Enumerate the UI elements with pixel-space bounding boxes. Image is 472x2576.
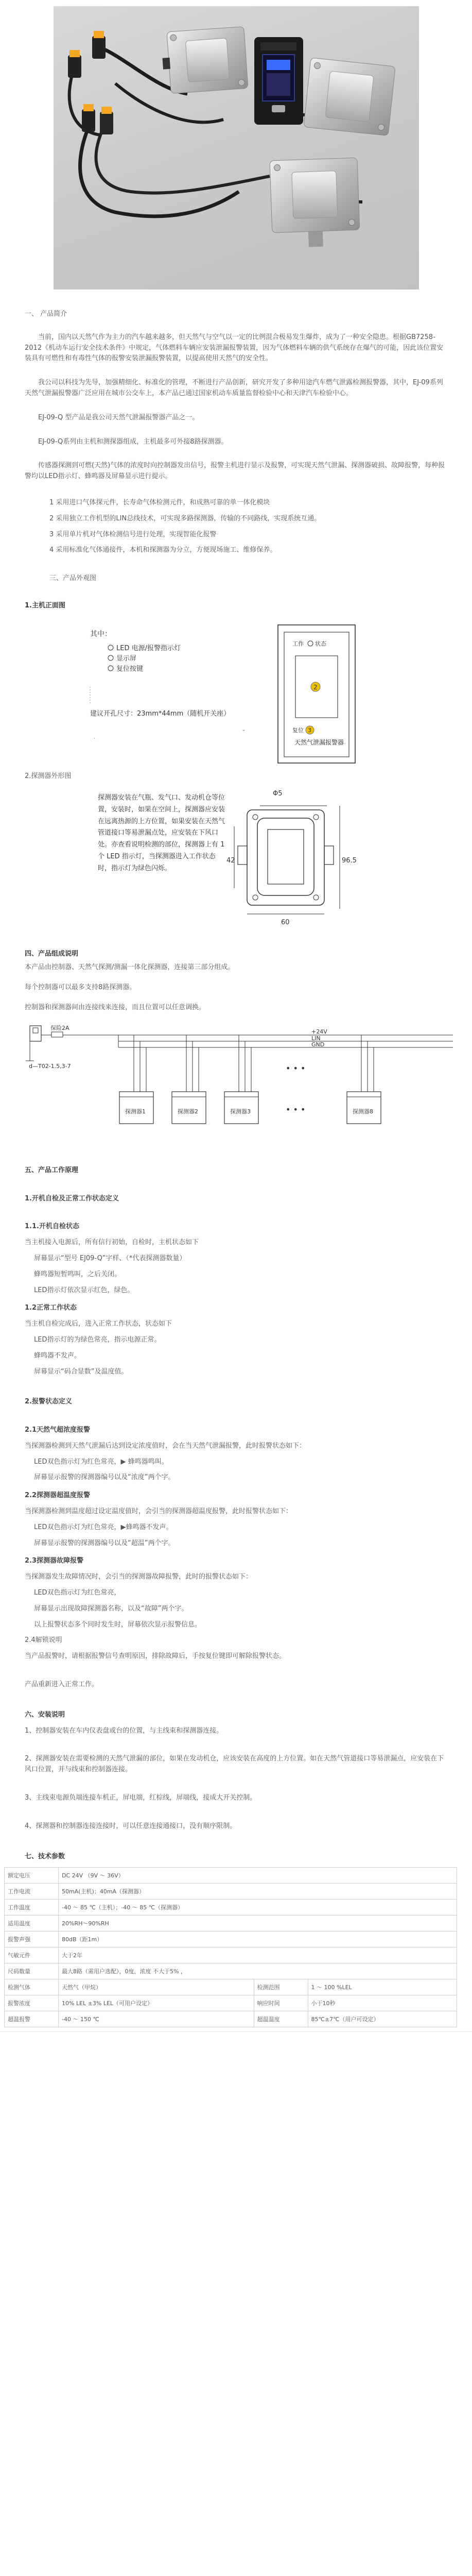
spec-row bbox=[5, 1963, 457, 1979]
detector-2-label: 探测器2 bbox=[178, 1108, 198, 1115]
spec-row bbox=[5, 2011, 457, 2027]
spec-row bbox=[5, 1868, 457, 1884]
spec-row bbox=[5, 1884, 457, 1900]
feature-3: 3 采用单片机对气体检测信号进行处理，实现智能化报警 bbox=[49, 530, 217, 538]
detector-1-label: 探测器1 bbox=[125, 1108, 146, 1115]
alarm-temp-2: LED双色指示灯为红色常亮，▶蜂鸣器不发声。 bbox=[34, 1523, 173, 1531]
spec-value: 最大8路（需用户选配），0度，浓度 不大于5% ， bbox=[59, 1963, 457, 1979]
section-composition bbox=[0, 935, 472, 1013]
alarm-fault-2: LED双色指示灯为红色常亮， bbox=[34, 1589, 121, 1597]
spec-key: 工作温度 bbox=[5, 1900, 59, 1916]
product-photo-illustration bbox=[54, 6, 419, 290]
feature-1: 1 采用进口气体探元件，长寿命气体检测元件，和成熟可靠的单一体化模块 bbox=[49, 498, 270, 506]
install-4: 4、探测器和控制器连接连接时，可以任意连接通接口，没有顺序限制。 bbox=[25, 1822, 237, 1830]
alarm-conc-3: 屏幕显示报警的探测器编号以及“浓度”两个字。 bbox=[34, 1473, 175, 1482]
wiring-diagram bbox=[0, 1014, 472, 1136]
controller-panel bbox=[278, 625, 355, 763]
intro-heading: 一、 产品简介 bbox=[25, 310, 67, 318]
spec-key: 气敏元件 bbox=[5, 1947, 59, 1963]
product-photo-wrap bbox=[0, 0, 472, 290]
ground-label: d—T02-1.5,3-7 bbox=[29, 1062, 71, 1070]
composition-paragraph-3: 控制器和探测器间由连接线来连接，而且位置可以任意调换。 bbox=[25, 1003, 206, 1011]
spec-row bbox=[5, 1900, 457, 1916]
product-photo bbox=[54, 6, 419, 290]
fuse-label: 保险2A bbox=[50, 1024, 69, 1031]
principle-m2: 2.报警状态定义 bbox=[25, 1398, 72, 1406]
legend-dot-1 bbox=[108, 645, 113, 650]
panel-status-label: 状态 bbox=[315, 640, 326, 647]
spec-key: 尺码数量 bbox=[5, 1963, 59, 1979]
legend-dot-2 bbox=[108, 655, 113, 660]
selfcheck-3: 蜂鸣器短暂鸣叫，之后关闭。 bbox=[34, 1270, 121, 1278]
principle-heading: 五、产品工作原理 bbox=[25, 1166, 79, 1174]
normal-3: 蜂鸣器不发声。 bbox=[34, 1351, 81, 1360]
appearance-heading: 三、产品外观图 bbox=[49, 574, 97, 583]
spec-key: 检测气体 bbox=[5, 1979, 59, 1995]
intro-paragraph-2: 我公司以科技为先导，加强精细化、标准化的管理，不断进行产品创新，研究开发了多种用途汽车燃气泄露检测报警器，其中，EJ-09系列天然气泄漏报警器广泛应用在城市公交车上，本产品已通过国家机动车质量监督检验中心和天津汽车检验中心。 bbox=[25, 379, 443, 397]
spec-key: 额定电压 bbox=[5, 1868, 59, 1884]
principle-m23: 2.3探测器故障报警 bbox=[25, 1557, 84, 1565]
svg-text:3: 3 bbox=[308, 726, 311, 734]
spec-key: 检测范围 bbox=[254, 1979, 308, 1995]
spec-row bbox=[5, 1979, 457, 1995]
principle-m12: 1.2正常工作状态 bbox=[25, 1304, 77, 1312]
spec-value: 85℃±7℃（用户可设定） bbox=[308, 2011, 457, 2027]
spec-value: 1 ～ 100 %LEL bbox=[308, 1979, 457, 1995]
feature-2: 2 采用独立工作机型的LIN总线技术，可实现多路探测器，传输的不同路线，实现系统互通。 bbox=[49, 514, 321, 522]
dim-hole: Φ5 bbox=[273, 789, 283, 798]
spec-key: 超温温度 bbox=[254, 2011, 308, 2027]
principle-m11: 1.1.开机自检状态 bbox=[25, 1223, 79, 1231]
spec-row bbox=[5, 1931, 457, 1947]
feature-4: 4 采用标准化气体通接件，本机和探测器为分立，方便现场施工、维修保养。 bbox=[49, 546, 277, 554]
dim-60: 60 bbox=[281, 918, 290, 926]
spec-value: -40 ～ 150 ℃ bbox=[59, 2011, 254, 2027]
panel-product-name: 天然气泄漏报警器 bbox=[294, 738, 344, 746]
normal-2: LED指示灯的为绿色常亮，指示电源正常。 bbox=[34, 1335, 161, 1344]
alarm-conc-2: LED双色指示灯为红色常亮，▶ 蜂鸣器鸣叫。 bbox=[34, 1458, 168, 1466]
selfcheck-4: LED指示灯依次显示红色，绿色。 bbox=[34, 1286, 134, 1294]
section-principle bbox=[0, 1136, 472, 1862]
dim-42: 42 bbox=[226, 856, 235, 865]
install-2: 2、探测器安装在需要检测的天然气泄漏的部位，如果在发动机仓，应该安装在高度的上方位置。如在天然气管道接口等易泄漏点，应安装在下风口位置，并与线束和控制器连接。 bbox=[25, 1755, 444, 1774]
alarm-temp-1: 当探测器检测到温度超过设定温度值时，会引当的探测器超温度报警，此时报警状态如下： bbox=[25, 1507, 293, 1516]
selfcheck-1: 当主机接入电源后，所有信行初始，自检时，主机状态如下 bbox=[25, 1239, 199, 1247]
spec-value: 20%RH～90%RH bbox=[59, 1916, 457, 1931]
section-detector-shape bbox=[0, 771, 472, 782]
spec-value: 小于10秒 bbox=[308, 1995, 457, 2011]
detector-outline bbox=[226, 790, 357, 926]
wire-gnd: GND bbox=[311, 1041, 325, 1048]
selfcheck-2: 屏幕显示“型号 EJ09-Q”字样、（*代表探测器数量） bbox=[34, 1254, 186, 1262]
alarm-conc-1: 当探测器检测到天然气泄漏后达到设定浓度值时，会在当天然气泄漏报警，此时报警状态如下： bbox=[25, 1442, 306, 1450]
main-unit-title: 1.主机正面图 bbox=[25, 601, 65, 609]
principle-m22: 2.2探测器超温度报警 bbox=[25, 1492, 91, 1500]
panel-reset-label: 复位 bbox=[292, 726, 304, 734]
spec-row bbox=[5, 1995, 457, 2011]
spec-row bbox=[5, 1947, 457, 1963]
install-heading: 六、安装说明 bbox=[25, 1710, 65, 1719]
legend-led: LED 电源/报警指示灯 bbox=[116, 644, 181, 652]
detector-8-label: 探测器8 bbox=[353, 1108, 373, 1115]
svg-text:˙: ˙ bbox=[93, 737, 96, 745]
spec-value: DC 24V （9V ～ 36V） bbox=[59, 1868, 457, 1884]
svg-text:• • •: • • • bbox=[286, 1104, 306, 1114]
spec-key: 适用温度 bbox=[5, 1916, 59, 1931]
alarm-temp-3: 屏幕显示报警的探测器编号以及“超温”两个字。 bbox=[34, 1539, 175, 1547]
spec-heading: 七、技术参数 bbox=[25, 1852, 65, 1860]
spec-value: 10% LEL ±3% LEL（可用户设定） bbox=[59, 1995, 254, 2011]
spec-key: 工作电流 bbox=[5, 1884, 59, 1900]
intro-paragraph-5: 传感器探测到可燃(天然)气体的浓度时向控制器发出信号，报警主机进行显示及报警，可实现天然气泄漏、探测器破损、故障报警，每种报警均以LED指示灯、蜂鸣器及屏幕显示进行提示。 bbox=[25, 462, 445, 481]
legend-intro: 其中： bbox=[90, 630, 112, 638]
spec-value: 80dB（距1m） bbox=[59, 1931, 457, 1947]
legend-reset: 复位按键 bbox=[116, 665, 144, 673]
svg-text:ˇ: ˇ bbox=[242, 729, 246, 738]
normal-1: 当主机自检完成后，进入正常工作状态，状态如下 bbox=[25, 1320, 172, 1328]
composition-paragraph-1: 本产品由控制器、天然气探测/测漏一体化探测器，连接第三部分组成。 bbox=[25, 963, 235, 972]
svg-text:2: 2 bbox=[313, 683, 318, 691]
spec-row bbox=[5, 1916, 457, 1931]
detector-diagram bbox=[0, 785, 472, 935]
detector-title: 2.探测器外形图 bbox=[25, 772, 72, 780]
legend-screen: 显示屏 bbox=[116, 654, 137, 663]
composition-heading: 四、产品组成说明 bbox=[25, 950, 79, 958]
wire-lin: LIN bbox=[311, 1035, 321, 1042]
dim-96: 96.5 bbox=[342, 856, 357, 865]
principle-m1: 1.开机自检及正常工作状态定义 bbox=[25, 1194, 119, 1202]
detector-3-label: 探测器3 bbox=[230, 1108, 251, 1115]
panel-work-label: 工作 bbox=[292, 640, 304, 647]
legend-dot-3 bbox=[108, 666, 113, 671]
cutout-size: 建议开孔尺寸：23mm*44mm（随机开关座） bbox=[90, 709, 231, 718]
composition-paragraph-2: 每个控制器可以最多支持8路探测器。 bbox=[25, 984, 136, 992]
principle-m24: 2.4解锁说明 bbox=[25, 1636, 62, 1645]
spec-key: 报警声强 bbox=[5, 1931, 59, 1947]
unlock-2: 产品重新进入正常工作。 bbox=[25, 1681, 99, 1689]
wire-24v: +24V bbox=[311, 1028, 327, 1035]
install-1: 1、控制器安装在车内仪表盘或台的位置，与主线束和探测器连接。 bbox=[25, 1726, 223, 1735]
footer-divider bbox=[0, 2031, 472, 2032]
spec-key: 超温报警 bbox=[5, 2011, 59, 2027]
spec-table bbox=[4, 1867, 457, 2027]
unlock-1: 当产品报警时，请根据报警信号查明原因，排除故障后，手按复位键即可解除报警状态。 bbox=[25, 1652, 286, 1660]
spec-value: 大于2年 bbox=[59, 1947, 457, 1963]
intro-paragraph-1: 当前，国内以天然气作为主力的汽车越来越多，但天然气与空气以一定的比例混合极易发生爆炸，成为了一种安全隐患。根据GB7258-2012《机动车运行安全技术条件》中规定，气体燃料车辆应安装泄漏报警装置，因为气体燃料车辆的供气系统存在爆气的可能，因此该位置安装具有可燃性和有毒性气体的报警安装泄漏报警装置，以提高使用天然气的安全性。 bbox=[25, 333, 444, 363]
install-3: 3、主线束电源负端连接车机正，屏电端，红棕线，屏端线，接成大开关控制。 bbox=[25, 1794, 257, 1802]
spec-key: 报警浓度 bbox=[5, 1995, 59, 2011]
normal-4: 屏幕显示“码合显数”及温度值。 bbox=[34, 1367, 128, 1376]
spec-key: 响应时间 bbox=[254, 1995, 308, 2011]
spec-value: 天然气（甲烷） bbox=[59, 1979, 254, 1995]
alarm-fault-1: 当探测器发生故障情况时，会引当的探测器故障报警，此时的报警状态如下： bbox=[25, 1573, 253, 1581]
detector-description: 探测器安装在气瓶、发气口、发动机仓等位置，安装时，如果在空间上，探测器应安装在远离热源的上方位置，如果安装在天然气管道接口等易泄漏点处，应安装在下风口处。亦查看说明检测的部位，探测器上有 1 个 LED 指示灯，当探测器进入工作状态时，指示灯为绿色闪烁。 bbox=[98, 793, 225, 872]
section-intro bbox=[0, 290, 472, 612]
spec-value: -40 ～ 85 ℃（主机）；-40 ～ 85 ℃（探测器） bbox=[59, 1900, 457, 1916]
main-unit-diagram bbox=[0, 615, 472, 769]
panel-led-icon bbox=[308, 641, 313, 646]
intro-paragraph-4: EJ-09-Q系列由主机和测探器组成，主机最多可外接8路探测器。 bbox=[38, 437, 228, 446]
alarm-fault-4: 以上报警状态多个同时发生时，屏幕依次显示报警信息。 bbox=[34, 1620, 202, 1629]
intro-paragraph-3: EJ-09-Q 型产品是我公司天然气泄漏报警器产品之一。 bbox=[38, 413, 199, 421]
spec-value: 50mA(主机)；40mA（探测器） bbox=[59, 1884, 457, 1900]
principle-m21: 2.1天然气超浓度报警 bbox=[25, 1426, 91, 1434]
more-detectors-dots: • • • bbox=[286, 1063, 306, 1073]
alarm-fault-3: 屏幕显示出现故障探测器名称，以及“故障”两个字。 bbox=[34, 1604, 188, 1613]
